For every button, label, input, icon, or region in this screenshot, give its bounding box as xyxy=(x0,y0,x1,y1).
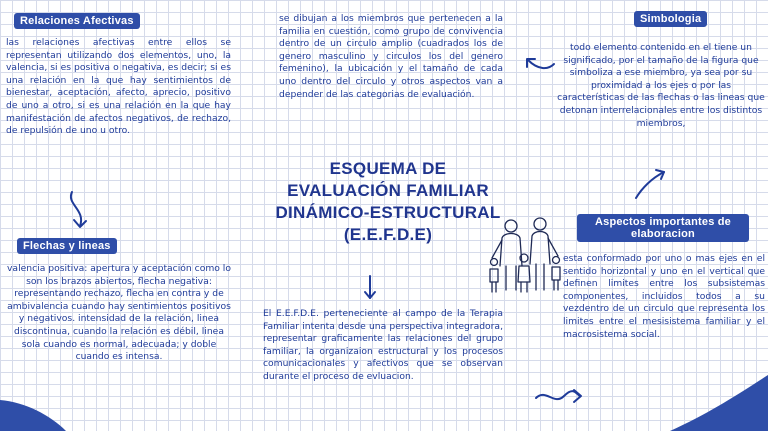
curved-arrow-up-icon xyxy=(632,166,668,200)
simbologia-heading: Simbologia xyxy=(634,11,707,27)
curved-arrow-left-icon xyxy=(522,50,556,74)
corner-blob-bottom-left xyxy=(0,380,70,431)
down-arrow-icon xyxy=(362,274,378,302)
wave-arrow-right-icon xyxy=(534,384,584,408)
top-center-text: se dibujan a los miembros que pertenecen a la familia en cuestión, como grupo de convivencia dentro de un circulo amplio (cuadrados los de genero masculino y circulos los del genero femenino), la ubicación y el tamaño de cada uno dentro del circulo y otros aspectos van a depender de las categorias de evaluación. xyxy=(279,13,503,100)
definicion-text: El E.E.F.D.E. perteneciente al campo de la Terapia Familiar intenta desde una perspectiva integradora, representar graficamente las relaciones del grupo familiar, la organizaion estructural y los procesos comunicacionales y afectivos que se observan durante el proceso de evluacion. xyxy=(263,308,503,382)
family-drawing-icon xyxy=(484,214,566,300)
page-title: ESQUEMA DE EVALUACIÓN FAMILIAR DINÁMICO-ESTRUCTURAL (E.E.F.D.E) xyxy=(275,159,501,244)
flechas-heading: Flechas y lineas xyxy=(17,238,117,254)
flechas-text: valencia positiva: apertura y aceptación como lo son los brazos abiertos, flecha negativa: representando rechazo, flecha en contra y de ambivalencia cuando hay sentimientos positivos y negativos. intensidad de la relación, linea discontinua, cuando la relación es débil, linea sola cuando es normal, adecuada; y doble cuando es intensa. xyxy=(7,263,231,363)
aspectos-heading: Aspectos importantes de elaboracion xyxy=(577,214,749,242)
relaciones-heading: Relaciones Afectivas xyxy=(14,13,140,29)
curved-arrow-down-icon xyxy=(64,190,92,232)
corner-blob-bottom-right xyxy=(640,375,768,431)
relaciones-text: las relaciones afectivas entre ellos se representan utilizando dos elementos, uno, la valencia, si es positiva o negativa, es decir; si es una relación en la que hay sentimientos de bienestar, aceptación, afecto, aprecio, positivo de uno a otro, si es una relación en la que hay manifestación de afectos negativos, de rechazo, de repulsión de uno u otro. xyxy=(6,37,231,137)
aspectos-text: esta conformado por uno o mas ejes en el sentido horizontal y uno en el vertical que definen limites entre los subsistemas componentes, incluidos todos a su vezdentro de un circulo que representa los limites entre el mesisistema familiar y el macrosistema social. xyxy=(563,253,765,340)
simbologia-text: todo elemento contenido en el tiene un significado, por el tamaño de la figura que simboliza a ese miembro, ya sea por su proximidad a los ejes o por las características de las flechas o las lineas que detonan interrelacionales entre los distintos miembros, xyxy=(557,42,765,129)
